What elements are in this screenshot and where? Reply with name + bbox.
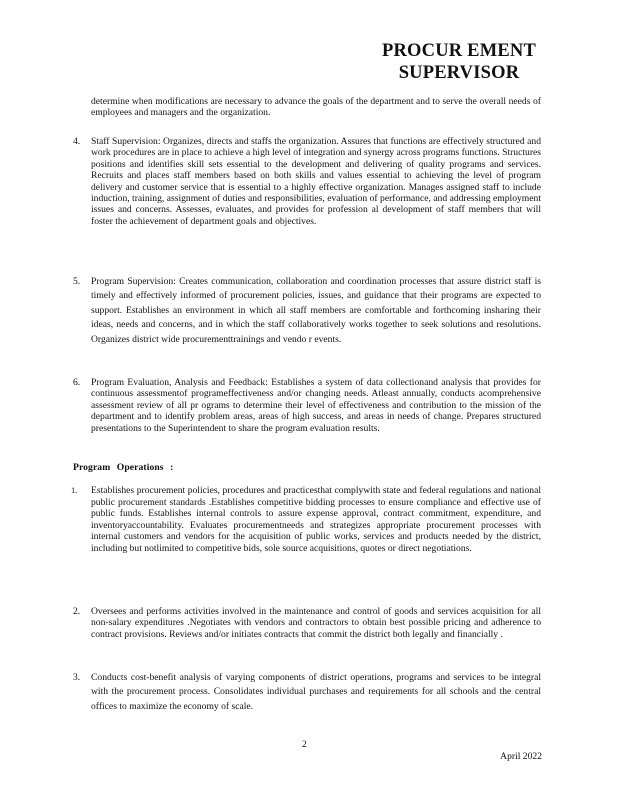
item-text: Oversees and performs activities involved in the maintenance and control of goods and services acquisition for all non-salary expenditures .Negotiates with vendors and contractors to obtain best possible pricing and adherence to contract provisions. Reviews and/or initiates contracts that commit the district both legally and financially . bbox=[91, 606, 541, 640]
item-number: 4. bbox=[73, 136, 81, 147]
title-line-2: SUPERVISOR bbox=[398, 63, 520, 83]
title-line-1: PROCUR EMENT bbox=[382, 41, 536, 61]
list-item-6 bbox=[73, 377, 541, 434]
footer-date: April 2022 bbox=[500, 751, 542, 762]
list-item-4 bbox=[73, 136, 541, 227]
list-item-5 bbox=[73, 275, 541, 347]
page-title bbox=[382, 40, 536, 84]
item-text: Program Supervision: Creates communication, collaboration and coordination processes that assure district staff is timely and effectively informed of procurement policies, issues, and guidance that their programs are expected to support. Establishes an environment in which all staff members are comfortable and forthcoming insharing their ideas, needs and concerns, and in which the staff collaboratively works together to seek solutions and resolutions. Organizes district wide procurementtrainings and vendo r events. bbox=[91, 276, 541, 345]
item-number: 6. bbox=[73, 377, 81, 388]
list-item-b1 bbox=[71, 485, 541, 555]
continuation-text: determine when modifications are necessary to advance the goals of the department and to serve the overall needs of employees and managers and the organization. bbox=[91, 96, 541, 119]
page-number: 2 bbox=[302, 739, 307, 750]
item-text: Staff Supervision: Organizes, directs and staffs the organization. Assures that functions are effectively structured and work procedures are in place to achieve a high level of integration and synergy across programs functions. Structures positions and identifies skill sets essential to the development and delivering of quality programs and services. Recruits and places staff members based on both skills and values essential to achieving the level of program delivery and customer service that is essential to a highly effective organization. Manages assigned staff to include induction, training, assignment of duties and responsibilities, evaluation of performance, and addressing employment issues and concerns. Assesses, evaluates, and provides for profession al development of staff members that will foster the achievement of department goals and objectives. bbox=[91, 136, 541, 227]
item-number: 1. bbox=[71, 485, 78, 495]
list-item-b3 bbox=[73, 671, 541, 714]
item-number: 3. bbox=[73, 672, 81, 683]
section-heading: Program Operations : bbox=[73, 462, 174, 473]
item-text: Program Evaluation, Analysis and Feedback: Establishes a system of data collectionand analysis that provides for continuous assessmentof programeffectiveness and/or changing needs. Atleast annually, conducts acomprehensive assessment review of all pr ograms to determine their level of effectiveness and contribution to the mission of the department and to identify problem areas, areas of high success, and areas in needs of change. Prepares structured presentations to the Superintendent to share the program evaluation results. bbox=[91, 377, 541, 434]
item-text: Conducts cost-benefit analysis of varying components of district operations, programs and services to be integral with the procurement process. Consolidates individual purchases and requirements for all schools and the central offices to maximize the economy of scale. bbox=[91, 672, 541, 712]
item-number: 5. bbox=[73, 276, 81, 287]
list-item-b2 bbox=[73, 606, 541, 640]
item-text: Establishes procurement policies, procedures and practicesthat complywith state and federal regulations and national public procurement standards .Establishes competitive bidding processes to ensure compliance and effective use of public funds. Establishes internal controls to assure expense approval, contract commitment, expenditure, and inventoryaccountability. Evaluates procurementneeds and strategizes appropriate procurement processes with internal customers and vendors for the acquisition of public works, services and products needed by the district, including but notlimited to competitive bids, sole source acquisitions, quotes or direct negotiations. bbox=[91, 485, 541, 554]
continuation-paragraph bbox=[91, 96, 541, 119]
item-number: 2. bbox=[73, 606, 81, 617]
